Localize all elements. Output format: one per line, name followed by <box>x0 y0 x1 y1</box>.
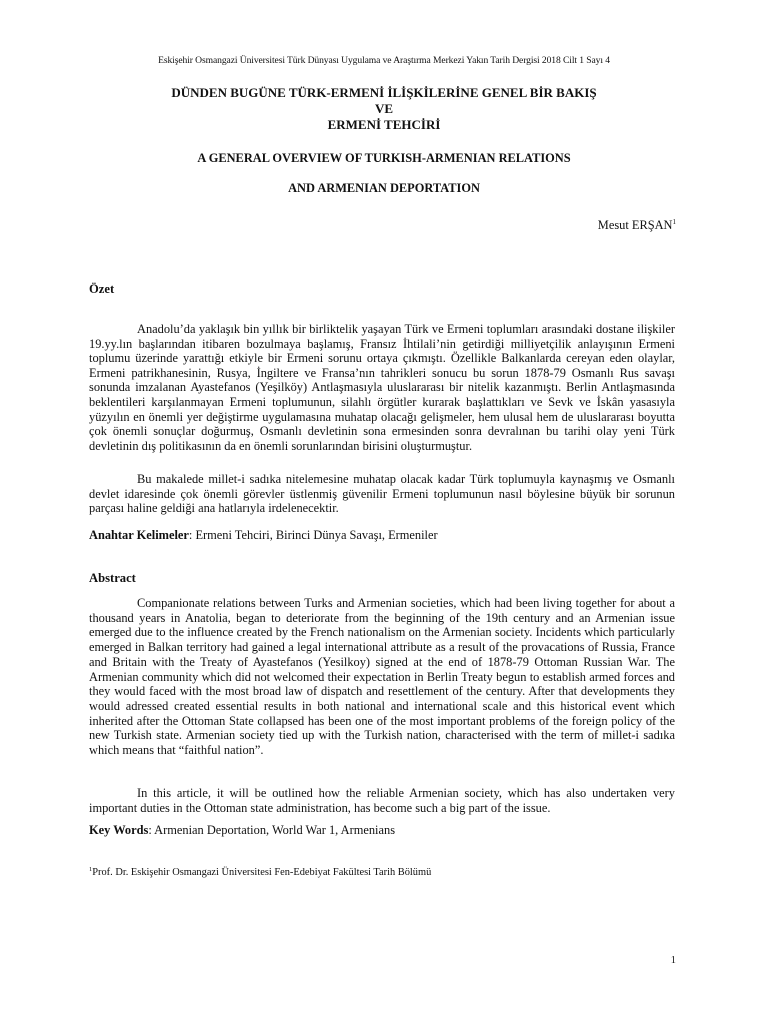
abstract-heading: Abstract <box>89 571 136 585</box>
english-keywords-label: Key Words <box>89 823 149 837</box>
footnote-mark: 1 <box>89 866 93 873</box>
turkish-title-line-3: ERMENİ TEHCİRİ <box>327 117 441 132</box>
turkish-keywords-label: Anahtar Kelimeler <box>89 528 189 542</box>
turkish-keywords <box>89 528 675 543</box>
author-line <box>598 218 676 233</box>
turkish-keywords-text: : Ermeni Tehciri, Birinci Dünya Savaşı, Ermeniler <box>188 528 438 542</box>
turkish-title-line-1: DÜNDEN BUGÜNE TÜRK-ERMENİ İLİŞKİLERİNE GENEL BİR BAKIŞ <box>171 85 597 100</box>
author-footnote-mark: 1 <box>672 218 676 226</box>
author-name: Mesut ERŞAN <box>597 218 673 232</box>
english-title-line-1: A GENERAL OVERVIEW OF TURKISH-ARMENIAN RELATIONS <box>197 151 571 165</box>
page-number: 1 <box>670 955 676 966</box>
footnote-text: Prof. Dr. Eskişehir Osmangazi Üniversitesi Fen-Edebiyat Fakültesi Tarih Bölümü <box>92 867 432 878</box>
turkish-title <box>0 85 768 133</box>
ozet-paragraph-2: Bu makalede millet-i sadıka nitelemesine muhatap olacak kadar Türk toplumuyla kaynaşmış ve Osmanlı devlet idaresinde çok önemli görevler üstlenmiş güvenilir Ermeni toplumunun nasıl böylesine büyük bir sorunun parçası haline geldiği ana hatlarıyla irdelenecektir. <box>89 472 675 516</box>
abstract-paragraph-1: Companionate relations between Turks and Armenian societies, which had been living together for about a thousand years in Anatolia, began to deteriorate from the beginning of the 19th century and an Armenian issue emerged due to the influence created by the French nationalism on the Armenian society. Incidents which particularly emerged in Balkan territory had gained a legal international attribute as a result of the provacations of Russia, France and Britain with the Treaty of Ayastefanos (Yesilkoy) signed at the end of 1878-79 Ottoman Russian War. The Armenian community which did not welcomed their expectation in Berlin Treaty begun to establish armed forces and they would faced with the most broad law of dispatch and resettlement of the century. After that developments they would adressed created essential results in both national and international scale and this historical event which inherited after the Ottoman State collapsed has been one of the most important problems of the foreign policy of the new Turkish state. Armenian society tied up with the Turkish nation, characterised with the term of millet-i sadıka which means that “faithful nation”. <box>89 596 675 758</box>
english-keywords-text: : Armenian Deportation, World War 1, Armenians <box>148 823 396 837</box>
journal-header: Eskişehir Osmangazi Üniversitesi Türk Dünyası Uygulama ve Araştırma Merkezi Yakın Tarih Dergisi 2018 Cilt 1 Sayı 4 <box>158 55 610 66</box>
ozet-paragraph-1: Anadolu’da yaklaşık bin yıllık bir birliktelik yaşayan Türk ve Ermeni toplumları arasındaki dostane ilişkiler 19.yy.lın başlarından itibaren bozulmaya başlamış, Fransız İhtilali’nin getirdiği milliyetçilik anlayışının Ermeni toplumu üzerinde yarattığı etkiyle bir Ermeni sorunu ortaya çıkmıştı. Özellikle Balkanlarda cereyan eden olaylar, Ermeni patrikhanesinin, Rusya, İngiltere ve Fransa’nın tahrikleri sonucu bu sorun 1878-79 Osmanlı Rus savaşı sonunda imzalanan Ayastefanos (Yeşilköy) Antlaşmasıyla uluslararası bir nitelik kazanmıştı. Berlin Antlaşmasında beklentileri karşılanmayan Ermeni toplumunun, silahlı örgütler kurarak başlattıkları ve Sevk ve İskân yasasıyla yüzyılın en önemli yer değiştirme uygulamasına muhatap olacağı gelişmeler, hem ulusal hem de uluslararası boyutta çok önemli sonuçlar doğurmuş, Osmanlı devletinin sona ermesinden sonra devralınan bu tarihi olay yeni Türk devletinin dış politikasının da en önemli sorunlarından birisini oluşturmuştur. <box>89 322 675 453</box>
ozet-heading: Özet <box>89 282 115 296</box>
english-keywords <box>89 823 675 838</box>
turkish-title-line-2: VE <box>374 101 394 116</box>
english-title-line-2: AND ARMENIAN DEPORTATION <box>288 181 480 195</box>
footnote <box>89 866 431 878</box>
abstract-paragraph-2: In this article, it will be outlined how the reliable Armenian society, which has also undertaken very important duties in the Ottoman state administration, has become such a big part of the issue. <box>89 786 675 815</box>
